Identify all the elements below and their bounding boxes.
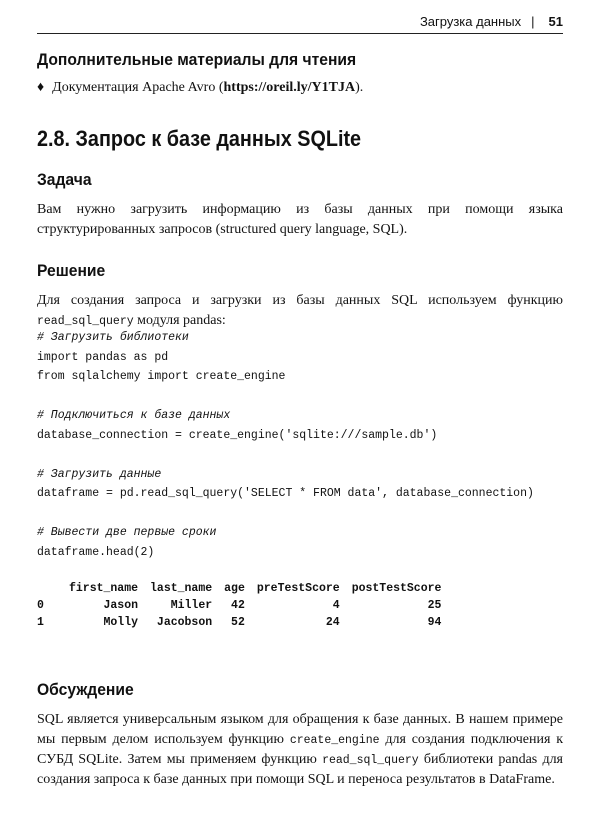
header-separator: | — [531, 14, 535, 29]
further-reading-item — [37, 78, 563, 98]
cell: 52 — [231, 616, 245, 629]
code-comment: # Подключиться к базе данных — [37, 409, 231, 422]
header-section: Загрузка данных — [419, 14, 522, 29]
running-header — [37, 14, 563, 29]
code-comment: # Загрузить данные — [37, 467, 162, 481]
solution-heading: Решение — [37, 261, 106, 280]
cell: Jason — [103, 599, 139, 612]
inline-code: read_sql_query — [322, 754, 419, 767]
text: библиотеки pandas для создания запроса к базе данных при помощи SQL и переноса результатов в DataFrame. — [37, 752, 563, 787]
code-line: import pandas as pd — [37, 350, 169, 364]
col-header: first_name — [69, 582, 139, 595]
cell: 42 — [231, 599, 245, 612]
code-comment: # Вывести две первые сроки — [37, 526, 217, 539]
code-line: dataframe.head(2) — [37, 545, 155, 559]
item-end: ). — [355, 80, 364, 95]
cell: 4 — [332, 599, 340, 612]
table-row — [37, 616, 441, 633]
cell: 24 — [325, 616, 340, 629]
further-reading-heading: Дополнительные материалы для чтения — [37, 50, 357, 69]
section-title: 2.8. Запрос к базе данных SQLite — [37, 126, 362, 151]
cell: Molly — [103, 616, 139, 629]
cell: Miller — [170, 599, 213, 612]
table-header-row — [37, 582, 441, 599]
cell: 25 — [427, 599, 442, 612]
solution-text — [37, 291, 563, 331]
discussion-text — [37, 710, 563, 790]
task-heading: Задача — [37, 170, 92, 189]
item-text: Документация Apache Avro ( — [52, 80, 224, 95]
code-line: from sqlalchemy import create_engine — [37, 370, 286, 383]
cell: 94 — [427, 616, 442, 629]
code-line: database_connection = create_engine('sqlite:///sample.db') — [37, 428, 438, 442]
col-header: age — [224, 582, 245, 595]
output-table — [37, 582, 441, 633]
text: SQL является универсальным языком для обращения к базе данных. В нашем примере мы первым делом используем функцию — [37, 712, 563, 747]
cell: 1 — [37, 616, 44, 629]
col-header: postTestScore — [351, 582, 442, 595]
text: для создания подключения к СУБД SQLite. Затем мы применяем функцию — [37, 732, 563, 767]
text: Для создания запроса и загрузки из базы данных SQL используем функцию — [37, 293, 563, 308]
cell: 0 — [37, 599, 44, 612]
code-block — [37, 328, 563, 562]
table-row — [37, 599, 441, 616]
inline-code: create_engine — [289, 734, 380, 747]
code-comment: # Загрузить библиотеки — [37, 331, 189, 344]
discussion-heading: Обсуждение — [37, 680, 134, 699]
header-rule — [37, 33, 563, 34]
cell: Jacobson — [156, 616, 213, 629]
col-header: last_name — [150, 582, 213, 595]
bullet-icon: ♦ — [37, 80, 45, 95]
avro-link[interactable]: https://oreil.ly/Y1TJA — [223, 80, 356, 95]
col-header: preTestScore — [256, 582, 340, 595]
text: модуля pandas: — [133, 313, 226, 328]
code-line: dataframe = pd.read_sql_query('SELECT * FROM data', database_connection) — [37, 487, 534, 500]
page-number: 51 — [548, 14, 563, 29]
task-text: Вам нужно загрузить информацию из базы данных при помощи языка структурированных запросов (structured query language, SQL). — [37, 202, 563, 237]
inline-code: read_sql_query — [37, 315, 134, 328]
col-index — [37, 582, 57, 599]
